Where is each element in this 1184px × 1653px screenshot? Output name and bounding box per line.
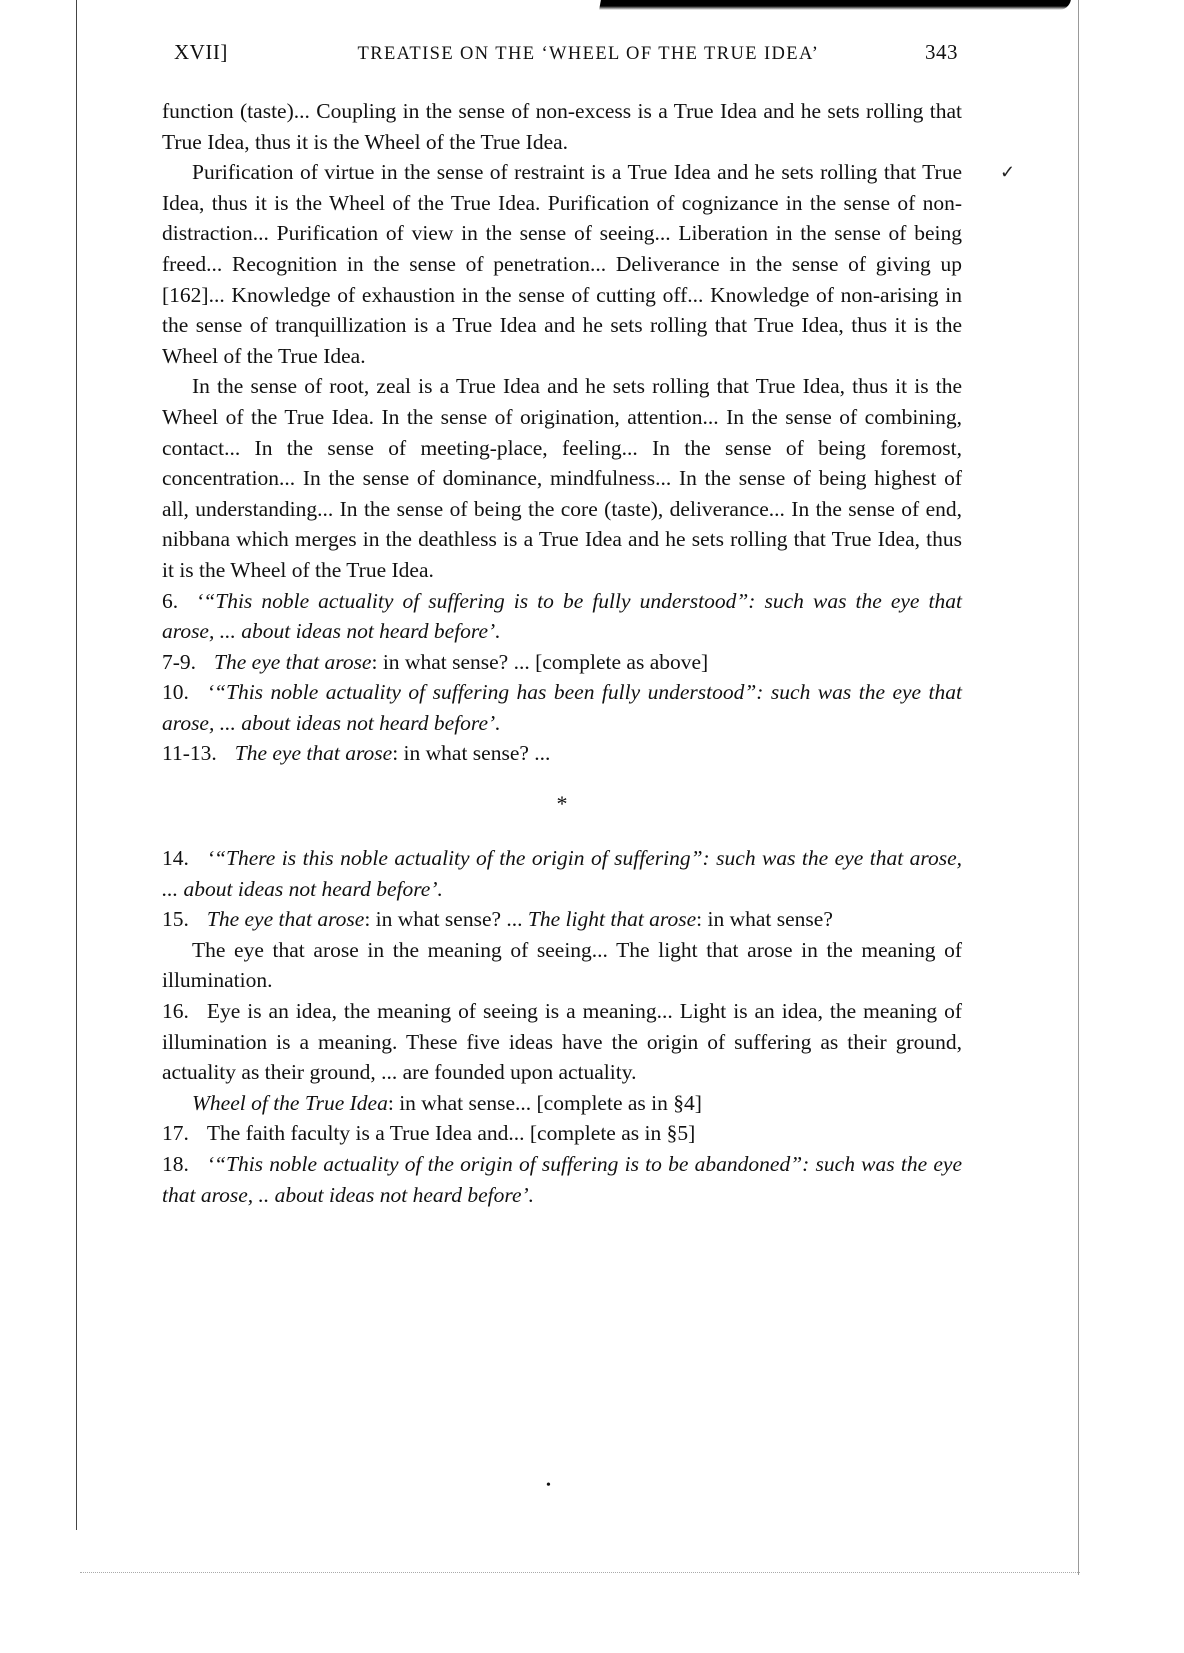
- numbered-paragraph: [162, 996, 962, 1088]
- paragraph: [162, 157, 962, 371]
- section-number: 7-9.: [162, 649, 197, 674]
- section-number: 18.: [162, 1152, 189, 1176]
- italic-text: Wheel of the True Idea: [192, 1090, 388, 1115]
- section-before-separator: [162, 96, 962, 769]
- text: The eye that arose in the meaning of seeing... The light that arose in the meaning of illumination.: [162, 937, 962, 993]
- numbered-paragraph: [162, 586, 962, 647]
- section-number: 6.: [162, 588, 179, 613]
- paragraph: [162, 371, 962, 585]
- section-number: 11-13.: [162, 741, 217, 766]
- numbered-paragraph: [162, 677, 962, 738]
- text: In the sense of root, zeal is a True Idea and he sets rolling that True Idea, thus it is the Wheel of the True Idea. In the sense of origination, attention... In the sense of combining, contact... In the sense of meeting-place, feeling... In the sense of being foremost, concentration... In the sense of dominance, mindfulness... In the sense of being highest of all, understanding... In the sense of being the core (taste), deliverance... In the sense of end, nibbana which merges in the deathless is a True Idea and he sets rolling that True Idea, thus it is the Wheel of the True Idea.: [162, 374, 962, 582]
- text: Purification of virtue in the sense of restraint is a True Idea and he sets rolling that True Idea, thus it is the Wheel of the True Idea. Purification of cognizance in the sense of non-distraction... Purification of view in the sense of seeing... Liberation in the sense of being freed... Recognition in the sense of penetration... Deliverance in the sense of giving up [162]... Knowledge of exhaustion in the sense of cutting off... Knowledge of non-arising in the sense of tranquillization is a True Idea and he sets rolling that True Idea, thus it is the Wheel of the True Idea.: [162, 160, 962, 368]
- scan-bottom-edge: [80, 1572, 1080, 1573]
- text: : in what sense? ... [complete as above]: [371, 649, 709, 674]
- italic-text: ‘“This noble actuality of suffering is to be fully understood”: such was the eye that arose, ... about ideas not heard before’.: [162, 588, 962, 644]
- text: : in what sense... [complete as in §4]: [387, 1090, 702, 1115]
- book-page: [162, 40, 962, 1210]
- margin-mark: ✓: [1000, 162, 1016, 182]
- italic-text: ‘“There is this noble actuality of the origin of suffering”: such was the eye that arose, ... about ideas not heard before’.: [162, 846, 962, 901]
- numbered-paragraph: [162, 647, 962, 678]
- running-title: TREATISE ON THE ‘WHEEL OF THE TRUE IDEA’: [357, 44, 820, 64]
- numbered-paragraph: [162, 1149, 962, 1210]
- text: : in what sense?: [696, 907, 833, 932]
- text: : in what sense? ...: [364, 907, 528, 932]
- italic-text: The light that arose: [527, 907, 697, 932]
- section-after-separator: [162, 843, 962, 1210]
- folio-mark: •: [546, 1478, 551, 1493]
- italic-text: The eye that arose: [206, 907, 365, 932]
- italic-text: ‘“This noble actuality of the origin of suffering is to be abandoned”: such was the eye that arose, .. about ideas not heard before’.: [162, 1152, 962, 1207]
- italic-text: The eye that arose: [234, 741, 393, 766]
- paragraph: [162, 935, 962, 996]
- italic-text: The eye that arose: [214, 649, 372, 674]
- scan-top-shadow: [599, 0, 1071, 10]
- section-number: 16.: [162, 999, 189, 1024]
- section-separator: *: [556, 791, 568, 817]
- paragraph: [162, 1088, 962, 1119]
- section-number: 15.: [162, 907, 189, 932]
- numbered-paragraph: [162, 843, 962, 904]
- scan-left-edge: [76, 0, 77, 1530]
- section-number: 10.: [162, 680, 189, 705]
- text: Eye is an idea, the meaning of seeing is a meaning... Light is an idea, the meaning of illumination is a meaning. These five ideas have the origin of suffering as their ground, actuality as their ground, ... are founded upon actuality.: [162, 999, 962, 1085]
- text: : in what sense? ...: [392, 741, 551, 766]
- scan-right-edge: [1078, 0, 1079, 1575]
- paragraph: [162, 96, 962, 157]
- page-body: [162, 96, 962, 1210]
- numbered-paragraph: [162, 738, 962, 769]
- page-number: 343: [925, 40, 958, 64]
- running-head: [174, 40, 958, 80]
- text: The faith faculty is a True Idea and... [complete as in §5]: [206, 1121, 696, 1146]
- text: function (taste)... Coupling in the sense of non-excess is a True Idea and he sets rolling that True Idea, thus it is the Wheel of the True Idea.: [162, 99, 962, 154]
- section-number: 14.: [162, 846, 189, 871]
- section-number: 17.: [162, 1121, 189, 1146]
- chapter-number: XVII]: [174, 40, 228, 64]
- numbered-paragraph: [162, 904, 962, 935]
- italic-text: ‘“This noble actuality of suffering has been fully understood”: such was the eye that arose, ... about ideas not heard before’.: [162, 680, 962, 735]
- numbered-paragraph: [162, 1118, 962, 1149]
